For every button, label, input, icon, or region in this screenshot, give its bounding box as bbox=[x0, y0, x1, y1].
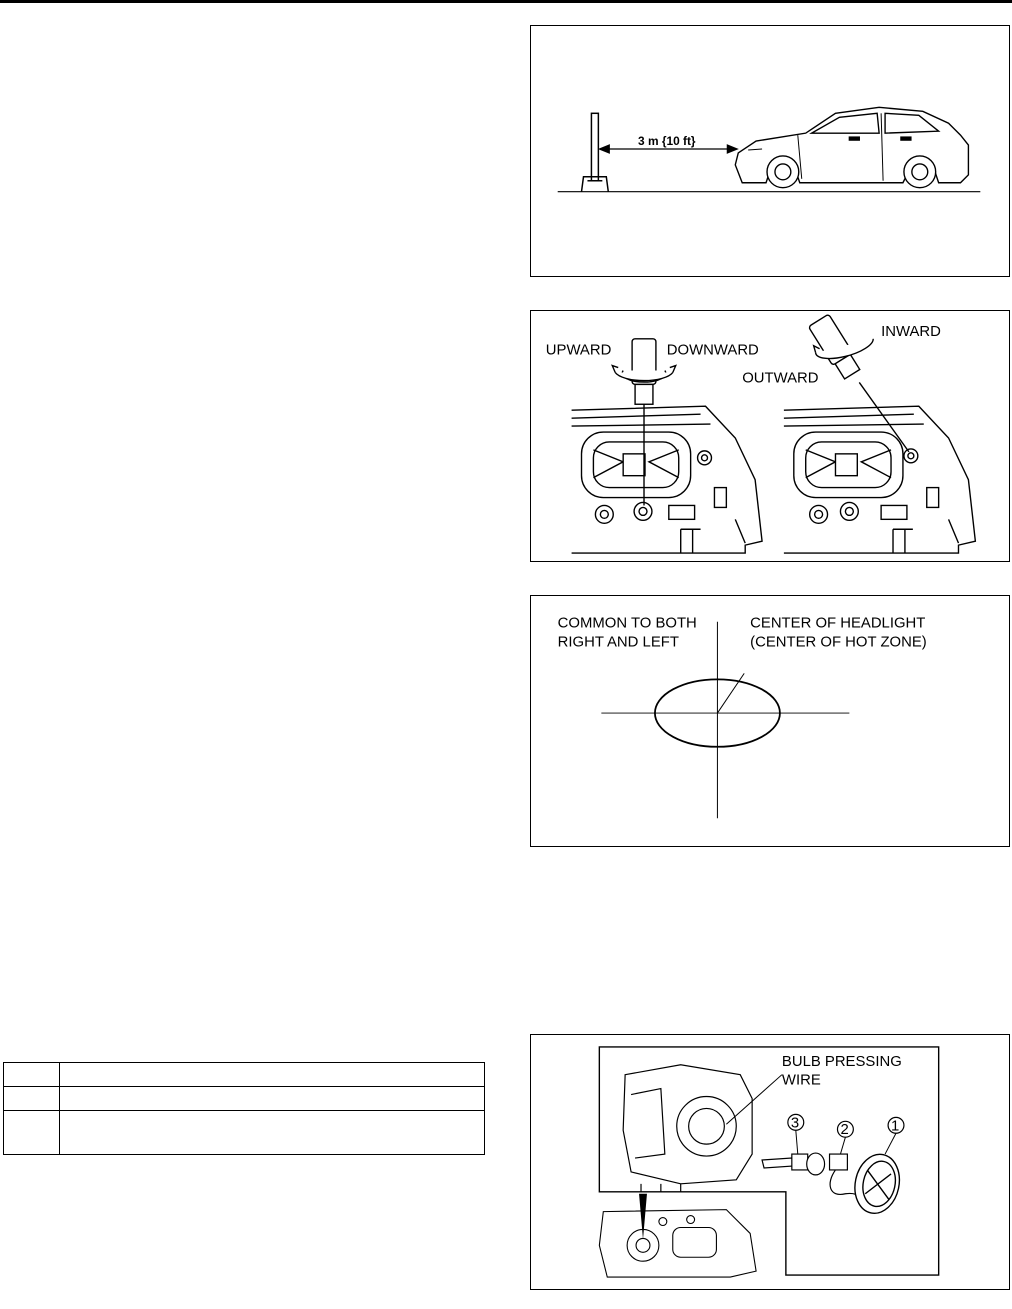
table-cell bbox=[4, 1063, 60, 1087]
bulb-removal-illustration bbox=[531, 1035, 1009, 1289]
header-rule bbox=[0, 0, 1012, 3]
bulb bbox=[762, 1153, 825, 1175]
bulb-wire-label-line2: WIRE bbox=[781, 1072, 821, 1089]
common-label-line2: RIGHT AND LEFT bbox=[557, 634, 679, 651]
common-label-line1: COMMON TO BOTH bbox=[557, 615, 697, 632]
table-row bbox=[4, 1111, 485, 1155]
table-cell bbox=[60, 1111, 485, 1155]
callout-3 bbox=[788, 1114, 804, 1154]
table-cell bbox=[4, 1087, 60, 1111]
locator-pointer bbox=[639, 1194, 647, 1240]
aiming-screw-figure bbox=[530, 310, 1010, 562]
inward-label: INWARD bbox=[881, 323, 941, 340]
sedan-car bbox=[735, 107, 968, 187]
table-row bbox=[4, 1087, 485, 1111]
callout-1-number: 1 bbox=[891, 1118, 900, 1135]
callout-1 bbox=[885, 1117, 904, 1154]
upward-label: UPWARD bbox=[545, 342, 612, 359]
aiming-screw-illustration bbox=[531, 311, 1009, 561]
bulb-cap bbox=[850, 1150, 905, 1217]
headlamp-housing-detail bbox=[623, 1065, 752, 1192]
left-headlamp bbox=[572, 406, 762, 553]
left-screwdriver bbox=[612, 339, 675, 506]
aiming-screen bbox=[582, 113, 609, 191]
table-row bbox=[4, 1063, 485, 1087]
hot-zone-figure bbox=[530, 595, 1010, 847]
table-cell bbox=[4, 1111, 60, 1155]
center-label-line2: (CENTER OF HOT ZONE) bbox=[750, 634, 927, 651]
hot-zone-illustration bbox=[531, 596, 1009, 846]
table-cell bbox=[60, 1087, 485, 1111]
locator-headlamp bbox=[599, 1210, 756, 1277]
callout-3-number: 3 bbox=[790, 1115, 800, 1132]
parts-table bbox=[3, 1062, 485, 1155]
center-label-line1: CENTER OF HEADLIGHT bbox=[750, 615, 926, 632]
aiming-distance-illustration bbox=[531, 26, 1009, 276]
bulb-wire-label-line1: BULB PRESSING bbox=[781, 1053, 902, 1070]
callout-2-number: 2 bbox=[840, 1122, 849, 1139]
outward-label: OUTWARD bbox=[742, 370, 819, 387]
callout-2 bbox=[837, 1121, 853, 1154]
distance-label: 3 m {10 ft} bbox=[638, 134, 696, 149]
downward-label: DOWNWARD bbox=[666, 342, 759, 359]
bulb-removal-figure bbox=[530, 1034, 1010, 1290]
right-headlamp bbox=[784, 406, 975, 553]
aiming-distance-figure bbox=[530, 25, 1010, 277]
table-cell bbox=[60, 1063, 485, 1087]
